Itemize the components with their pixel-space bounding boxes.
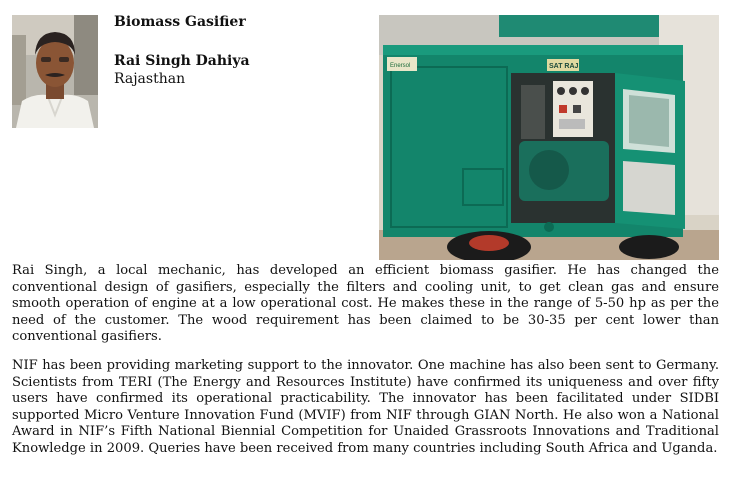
- page-title: Biomass Gasifier: [114, 14, 246, 30]
- brand-label: SAT RAJ: [549, 63, 579, 70]
- description-paragraph: Rai Singh, a local mechanic, has developed an efficient biomass gasifier. He has changed the conventional design of gasifiers, especially the filters and cooling unit, to get clean gas and ensure smooth operation of engine at a low operational cost. He makes these in the range of 5-50 hp as per the need of the customer. The wood requirement has been claimed to be 30-35 per cent lower than conventional gasifiers.: [12, 263, 719, 344]
- innovator-name: Rai Singh Dahiya: [114, 53, 250, 69]
- innovator-portrait: [12, 15, 98, 128]
- support-paragraph: NIF has been providing marketing support to the innovator. One machine has also been sent to Germany. Scientists from TERI (The Energy and Resources Institute) have confirmed its uniqueness and over fifty users have confirmed its operational practicability. The innovator has been facilitated under SIDBI supported Micro Venture Innovation Fund (MVIF) from NIF through GIAN North. He also won a National Award in NIF’s Fifth National Biennial Competition for Unaided Grassroots Innovations and Traditional Knowledge in 2009. Queries have been received from many countries including South Africa and Uganda.: [12, 358, 719, 456]
- enersol-logo-label: Enersol: [390, 63, 411, 69]
- innovator-location: Rajasthan: [114, 71, 186, 87]
- gasifier-photo: [379, 15, 719, 260]
